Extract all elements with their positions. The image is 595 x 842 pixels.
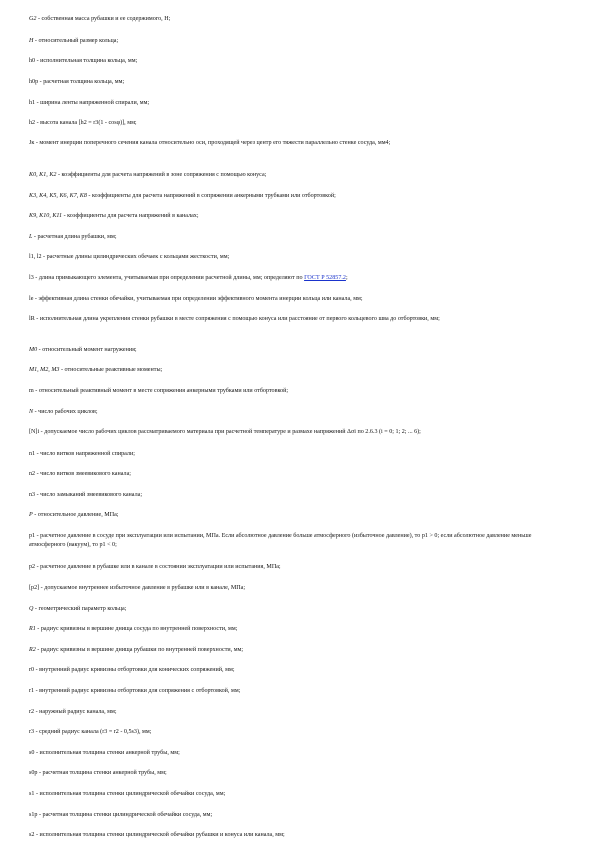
definition-line [29,233,569,242]
definition-line [29,139,569,148]
definition-line [29,387,569,396]
definition-line [29,831,569,840]
definition-text: n1 - число витков напряженной спирали; [29,450,135,457]
definition-text: r1 - внутренний радиус кривизны отбортовки для сопряжения с отбортовкой, мм; [29,688,241,695]
definition-text: h0 - исполнительная толщина кольца, мм; [29,58,138,65]
definition-line [29,584,569,593]
definition-line [29,666,569,675]
definition-text: l1, l2 - расчетные длины цилиндрических обечаек с кольцами жесткости, мм; [29,254,230,261]
definition-text: - радиус кривизны в вершине днища рубашки по внутренней поверхности, мм; [35,646,244,653]
definition-text: s0р - расчетная толщина стенки анкерной трубы, мм; [29,770,167,777]
definition-line [29,15,569,24]
definition-line [29,192,569,201]
definition-text: - геометрический параметр кольца; [33,605,127,612]
definition-line [29,315,569,324]
definition-line [29,790,569,799]
definition-line [29,428,569,437]
definition-text: r2 - наружный радиус канала, мм; [29,708,117,715]
symbol: M0 [29,346,38,353]
definition-text: - расчетная длина рубашки, мм; [32,233,117,240]
definition-line [29,769,569,778]
definition-text: - коэффициенты для расчета напряжений в каналах; [62,213,199,220]
definition-line [29,346,569,355]
definition-text: h1 - ширина ленты напряженной спирали, мм; [29,99,150,106]
definition-line [29,295,569,304]
definition-line [29,605,569,614]
definition-line [29,212,569,221]
symbol: G2 [29,16,37,23]
definition-text: lе - эффективная длина стенки обечайки, учитываемая при определении эффективного момента инерции кольца или канала, мм; [29,295,363,302]
definition-text: r0 - внутренний радиус кривизны отбортовки для конических сопряжений, мм; [29,667,235,674]
definition-text: - относительный размер кольца; [33,37,119,44]
definition-text: n2 - число витков змеевикового канала; [29,471,131,478]
definition-line [29,687,569,696]
definition-line [29,253,569,262]
definition-text: m - относительный реактивный момент в месте сопряжения анкерными трубками или отбортовкой; [29,387,289,394]
definition-line [29,37,569,46]
definition-text: h2 - высота канала [h2 = r3(1 - cosφ)], мм; [29,120,137,127]
definition-text: - относительный момент нагружения; [37,346,137,353]
definition-text: s1р - расчетная толщина стенки цилиндрической обечайки сосуда, мм; [29,811,213,818]
definition-line [29,532,569,549]
definition-text: - собственная масса рубашки и ее содержимого, Н; [36,16,171,23]
definition-text: s0 - исполнительная толщина стенки анкерной трубы, мм; [29,749,180,756]
definition-line [29,491,569,500]
definition-text: p2 - расчетное давление в рубашке или в канале в состоянии эксплуатации или испытания, МПа; [29,564,281,571]
definition-line [29,811,569,820]
definition-text: - относительное давление, МПа; [32,512,119,519]
definition-line [29,119,569,128]
symbol: R1 [29,626,36,633]
definition-text: - относительные реактивные моменты; [59,367,163,374]
definition-line [29,563,569,572]
definition-line [29,99,569,108]
definition-line [29,450,569,459]
definition-line [29,728,569,737]
symbol: K9, K10, K11 [29,213,63,220]
symbol: N [29,408,34,415]
symbol: H [29,37,34,44]
definition-text: [p2] - допускаемое внутреннее избыточное давление в рубашке или в канале, МПа; [29,585,246,592]
definition-text: - число рабочих циклов; [33,408,98,415]
definition-line [29,749,569,758]
definition-line [29,408,569,417]
definition-text: - коэффициенты для расчета напряжений в зоне сопряжения с помощью конуса; [56,172,267,179]
definition-text: r3 - средний радиус канала (r3 = r2 - 0,5s3), мм; [29,729,152,736]
definition-line [29,78,569,87]
definition-line [29,470,569,479]
definition-text: - коэффициенты для расчета напряжений в сопряжении анкерными трубками или отбортовкой; [86,192,336,199]
symbol: M1, M2, M3 [29,367,60,374]
symbol: K0, K1, K2 [29,172,57,179]
definition-text: lR - исполнительная длина укрепления стенки рубашки в месте сопряжения с помощью конуса или расстояние от первого кольцевого шва до отбортовки, мм; [29,316,440,323]
link-suffix: ; [345,275,348,282]
symbol: P [29,512,33,519]
definition-text: p1 - расчетное давление в сосуде при эксплуатации или испытании, МПа. Если абсолютное давление больше атмосферного (избыточное давление), то p1 > 0; если абсолютное давление меньше атмосферного (вакуум), то p1 < 0; [29,533,532,548]
definition-text: - радиус кривизны в вершине днища сосуда по внутренней поверхности, мм; [35,626,238,633]
definition-text: n3 - число замыканий змеевикового канала; [29,491,143,498]
definition-text: l3 - длина примыкающего элемента, учитываемая при определении расчетной длины, мм; определяют по [29,275,305,282]
definition-text: h0р - расчетная толщина кольца, мм; [29,78,125,85]
symbol: R2 [29,646,36,653]
symbol: Q [29,605,34,612]
standard-link[interactable]: ГОСТ Р 52857.2 [304,275,346,282]
definition-text: s1 - исполнительная толщина стенки цилиндрической обечайки сосуда, мм; [29,791,226,798]
definition-line [29,57,569,66]
definition-line [29,511,569,520]
definition-text: [N]i - допускаемое число рабочих циклов рассматриваемого материала при расчетной температуре и размахе напряжений Δσi по 2.6.3 (i = 0; 1; 2; ... 6); [29,429,421,436]
symbol: L [29,233,33,240]
definition-line [29,708,569,717]
symbol: K3, K4, K5, K6, K7, K8 [29,192,87,199]
definition-line [29,366,569,375]
definition-text: Jк - момент инерции поперечного сечения канала относительно оси, проходящей через центр его тяжести параллельно стенке сосуда, мм4; [29,139,391,146]
definition-text: s2 - исполнительная толщина стенки цилиндрической обечайки рубашки и конуса или канала, мм; [29,832,285,839]
definition-line [29,171,569,180]
definition-line [29,646,569,655]
definition-line [29,625,569,634]
definition-line [29,274,569,283]
